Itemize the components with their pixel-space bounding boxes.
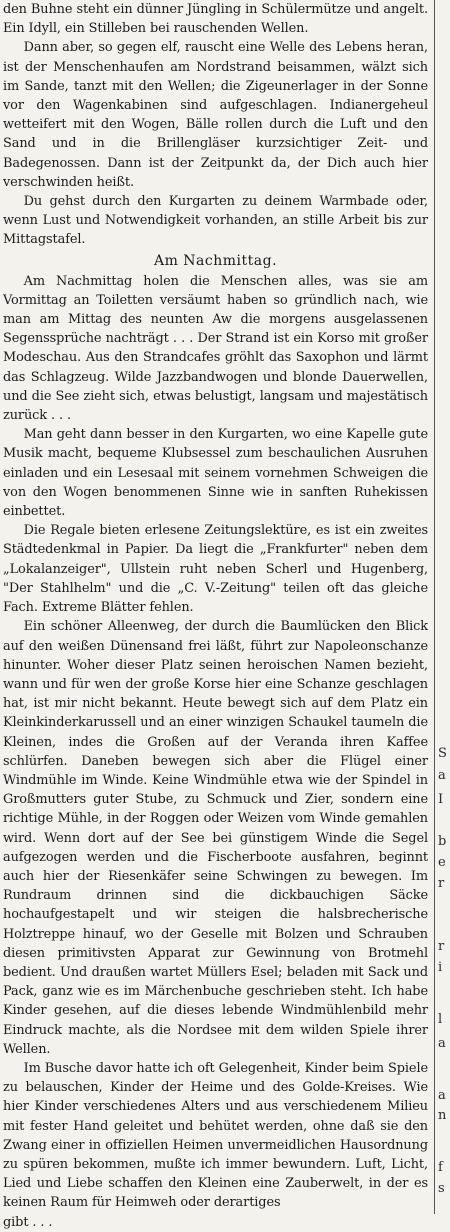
final-line: gibt . . .: [3, 1214, 53, 1230]
margin-fragment: l: [438, 1012, 443, 1027]
paragraph-afternoon: Am Nachmittag holen die Menschen alles, was sie am Vormittag an Toiletten versäumt haben so gründlich nach, wie man am Mittag des neunten Aw die morgens ausgelassenen Segenssprüche nachträgt . . . Der Strand ist ein Korso mit großer Modeschau. Aus den Strandcafes gröhlt das Saxophon und lärmt das Schlagzeug. Wilde Jazzbandwogen und blonde Dauerwellen, und die See zieht sich, etwas belustigt, langsam und majestätisch zurück . . .: [3, 273, 428, 424]
paragraph-children: Im Busche davor hatte ich oft Gelegenheit, Kinder beim Spiele zu belauschen, Kinder der Heime und des Golde-Kreises. Wie hier Kinder verschiedenes Alters und aus verschiedenem Milieu mit fester Hand geleitet und behütet werden, ohne daß sie den Zwang einer in offiziellen Heimen unvermeidlichen Hausordnung zu spüren bekommen, mußte ich immer bewundern. Luft, Licht, Lied und Liebe schaffen den Kleinen eine Zauberwelt, in der es keinen Raum für Heimweh oder derartiges: [3, 1060, 428, 1211]
margin-fragment: r: [438, 939, 445, 954]
intro-paragraph: den Buhne steht ein dünner Jüngling in Schülermütze und angelt. Ein Idyll, ein Stilleben bei rauschenden Wellen.: [3, 2, 428, 37]
margin-fragment: a: [438, 768, 446, 783]
section-heading: Am Nachmittag.: [153, 252, 278, 269]
paragraph-reading-room: Man geht dann besser in den Kurgarten, wo eine Kapelle gute Musik macht, bequeme Klubsessel zum beschaulichen Ausruhen einladen und ein Lesesaal mit seinem vornehmen Schweigen die von den Wogen benommenen Sinne wie in sanften Ruhekissen einbettet.: [3, 427, 428, 520]
column-rule: [434, 0, 435, 1214]
article-column: [3, 0, 428, 1232]
margin-fragment: e: [438, 855, 446, 870]
paragraph-windmill: Ein schöner Alleenweg, der durch die Baumlücken den Blick auf den weißen Dünensand frei läßt, führt zur Napoleonschanze hinunter. Woher dieser Platz seinen heroischen Namen bezieht, wann und für wen der große Korse hier eine Schanze geschlagen hat, ist mir nicht bekannt. Heute bewegt sich auf dem Platz ein Kleinkinderkarussell und an einer winzigen Schaukel taumeln die Kleinen, indes die Großen auf der Veranda ihren Kaffee schlürfen. Daneben bewegen sich aber die Flügel einer Windmühle im Winde. Keine Windmühle etwa wie der Spindel in Großmutters guter Stube, zu Schmuck und Zier, sondern eine richtige Mühle, in der Roggen oder Weizen vom Winde gemahlen wird. Wenn dort auf der See bei günstigem Winde die Segel aufgezogen werden und die Fischerboote ausfahren, beginnt auch hier der Riesenkäfer seine Schwingen zu bewegen. Im Rundraum drinnen sind die dickbauchigen Säcke hochaufgestapelt und wir steigen die halsbrecherische Holztreppe hinauf, wo der Geselle mit Bolzen und Schrauben diesen primitivsten Apparat zur Gewinnung von Brotmehl bedient. Und draußen wartet Müllers Esel; beladen mit Sack und Pack, ganz wie es im Märchenbuche geschrieben steht. Ich habe Kinder gesehen, auf die dieses lebende Windmühlenbild mehr Eindruck machte, als die Nordsee mit dem wilden Spiele ihrer Wellen.: [3, 619, 428, 1057]
paragraph-noon-beach: Dann aber, so gegen elf, rauscht eine Welle des Lebens heran, ist der Menschenhaufen am Nordstrand beisammen, wälzt sich im Sande, tanzt mit den Wellen; die Zigeunerlager in der Sonne vor den Wagenkabinen sind aufgeschlagen. Indianergeheul wetteifert mit den Wogen, Bälle rollen durch die Luft und den Sand und in die Brillengläser kurzsichtiger Zeit- und Badegenossen. Dann ist der Zeitpunkt da, der Dich auch hier verschwinden heißt.: [3, 40, 428, 190]
adjacent-column-fragments: [438, 0, 450, 1214]
paragraph-kurgarten: Du gehst durch den Kurgarten zu deinem Warmbade oder, wenn Lust und Notwendigkeit vorhanden, an stille Arbeit bis zur Mittagstafel.: [3, 194, 428, 248]
margin-fragment: i: [438, 960, 443, 975]
margin-fragment: I: [438, 792, 444, 807]
paragraph-newspapers: Die Regale bieten erlesene Zeitungslektüre, es ist ein zweites Städtedenkmal in Papier. Da liegt die „Frankfurter" neben dem „Lokalanzeiger", Ullstein ruht neben Scherl und Hugenberg, "Der Stahlhelm" und die „C. V.-Zeitung" teilen oft das gleiche Fach. Extreme Blätter fehlen.: [3, 523, 428, 616]
margin-fragment: s: [438, 1181, 445, 1196]
margin-fragment: r: [438, 876, 445, 891]
margin-fragment: b: [438, 834, 447, 849]
margin-fragment: a: [438, 1036, 446, 1051]
margin-fragment: f: [438, 1160, 443, 1175]
margin-fragment: S: [438, 746, 447, 761]
margin-fragment: a: [438, 1088, 446, 1103]
margin-fragment: n: [438, 1108, 447, 1123]
